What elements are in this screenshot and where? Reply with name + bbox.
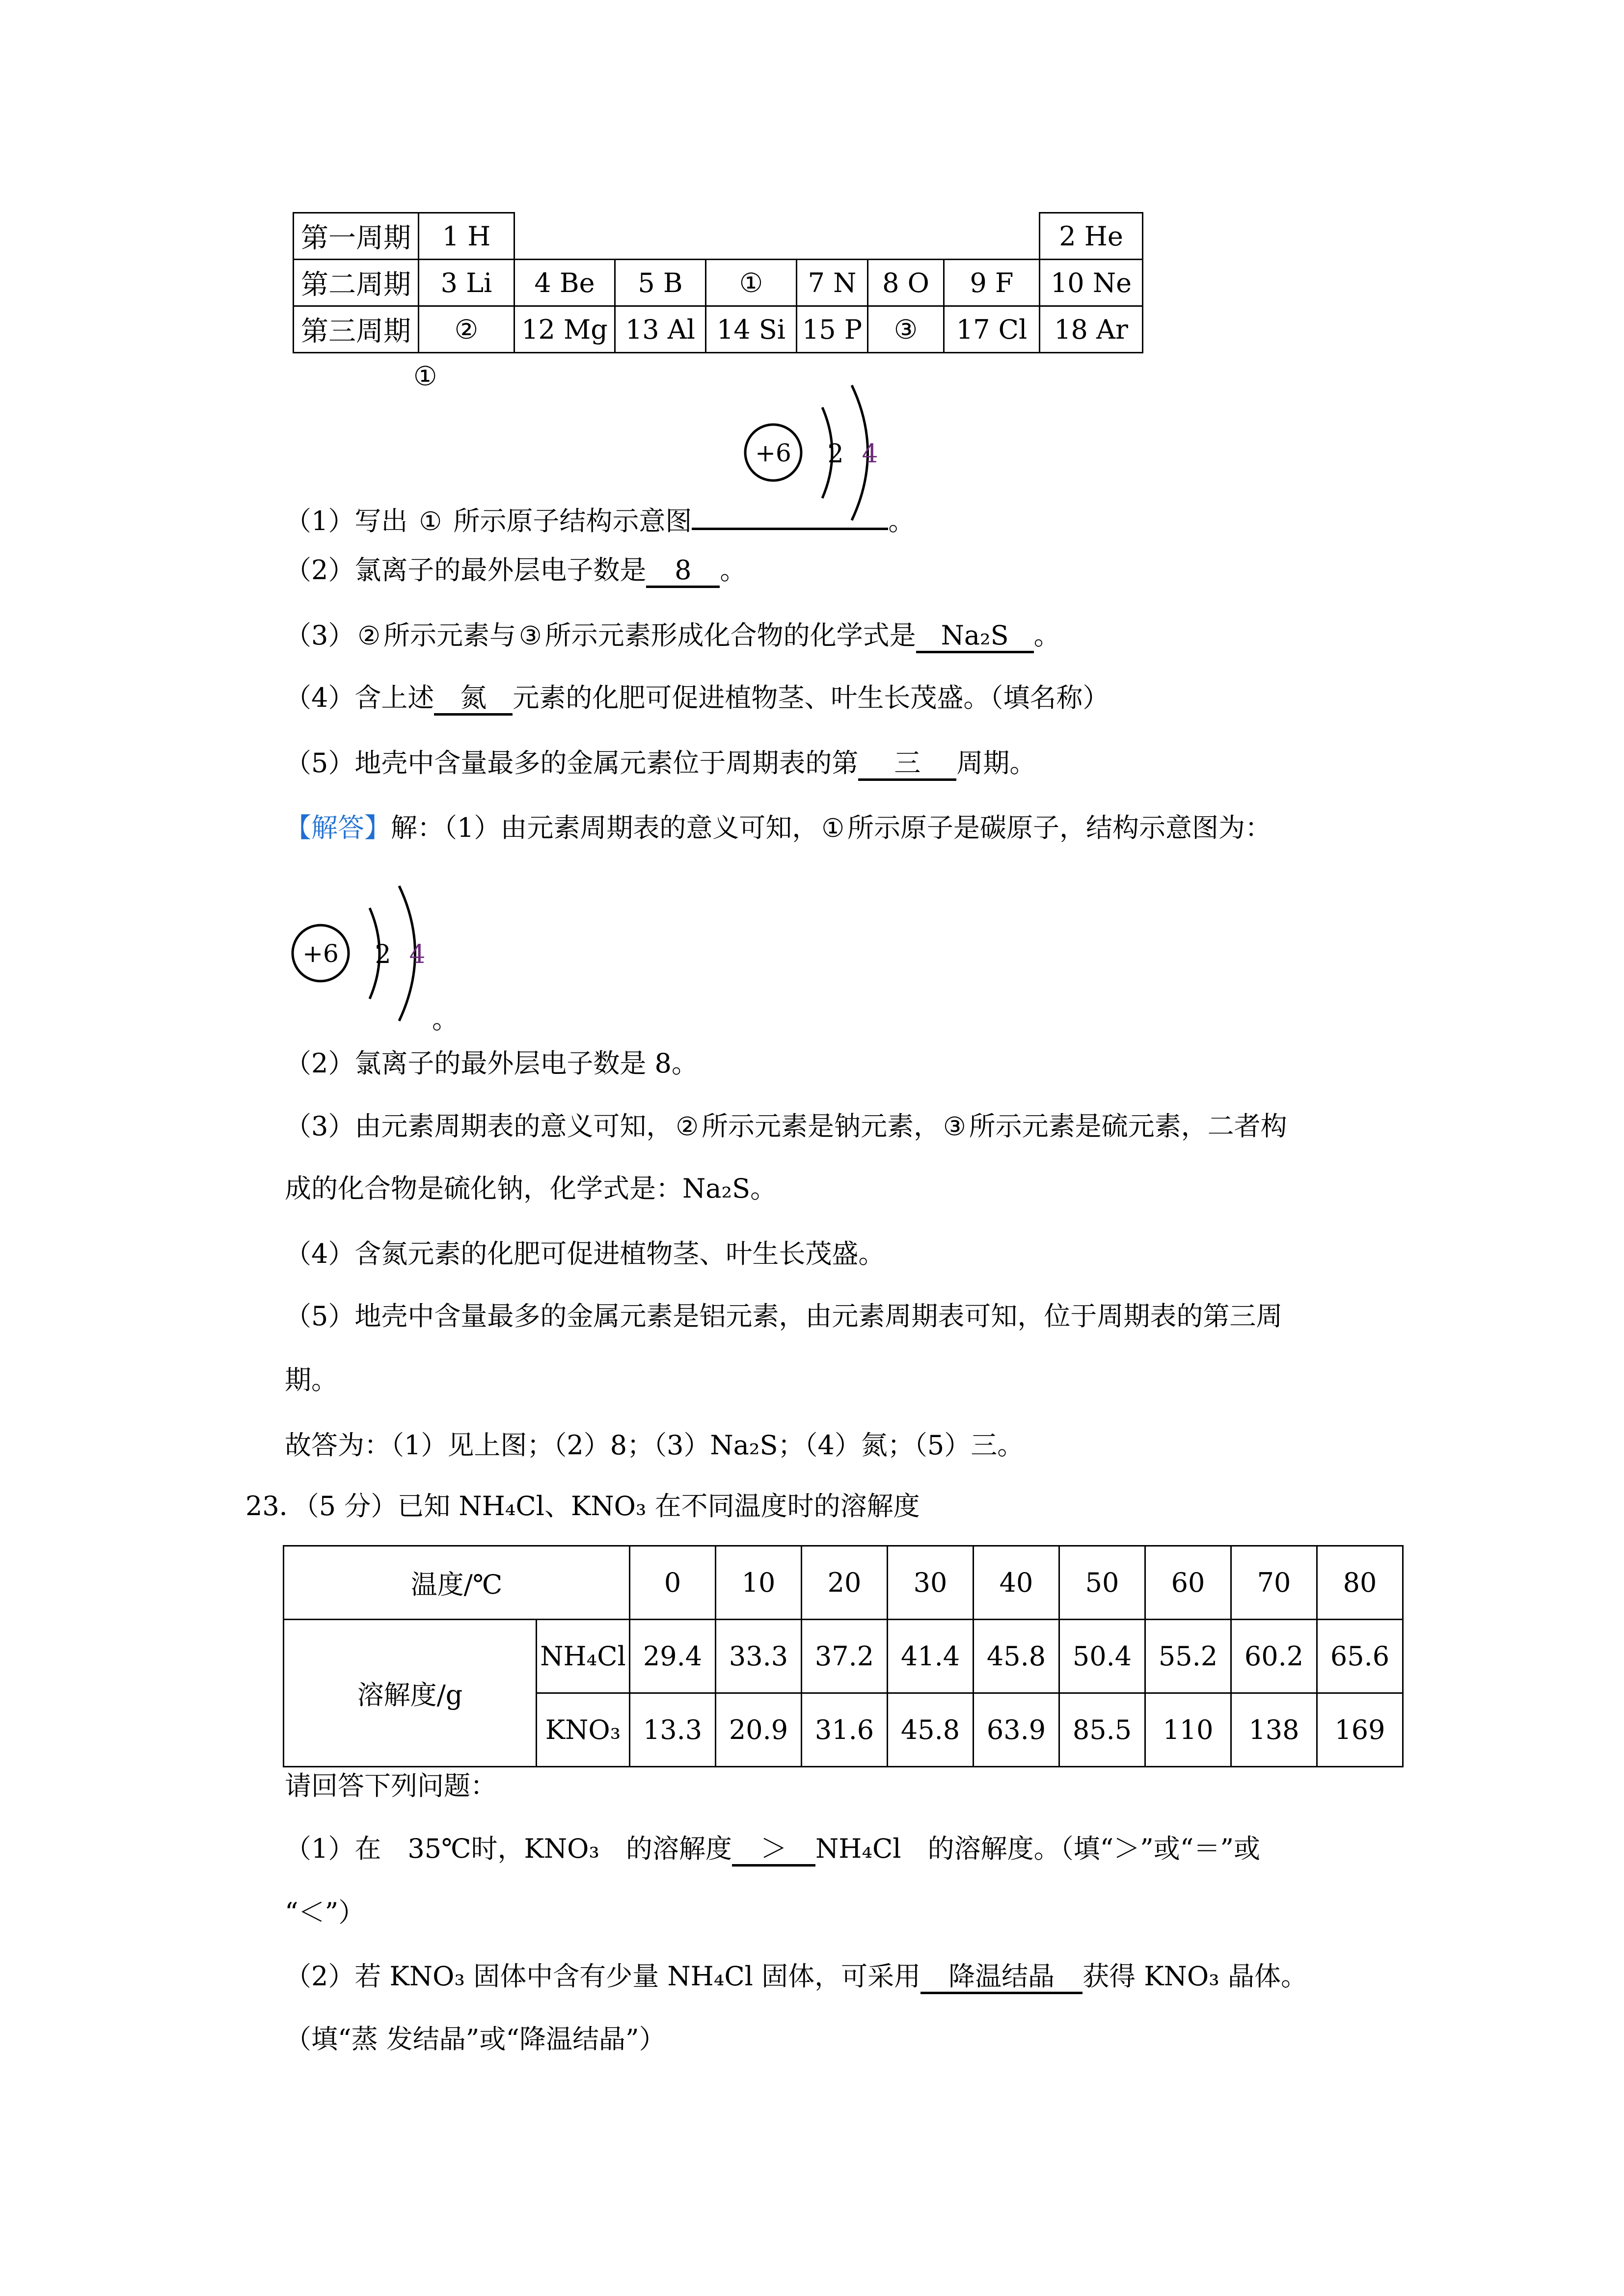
q23-2: （2）若 KNO₃ 固体中含有少量 NH₄Cl 固体，可采用 降温结晶 获得 KNO₃ 晶体。 [285, 1963, 1307, 1994]
solution-tag: 【解答】 [285, 812, 391, 843]
solubility-group-label: 溶解度/g [284, 1620, 537, 1767]
temperature-cell: 20 [802, 1546, 888, 1620]
solubility-value-cell: 110 [1145, 1693, 1231, 1767]
element-cell: 13 Al [615, 306, 706, 353]
answer-blank: 降温结晶 [920, 1963, 1083, 1994]
q23-1-line-2: “＜”） [285, 1897, 365, 1928]
marker-circle-1: ① [413, 361, 437, 392]
period-label: 第二周期 [294, 260, 419, 306]
element-cell: 1 H [419, 213, 514, 260]
answer-blank: 三 [858, 750, 956, 781]
solution-3: （3）由元素周期表的意义可知， ② 所示元素是钠元素， ③ 所示元素是硫元素，二者构 [285, 1111, 1287, 1142]
solubility-value-cell: 138 [1231, 1693, 1317, 1767]
solubility-table [283, 1545, 1404, 1767]
answer-blank: 8 [646, 557, 720, 588]
temperature-cell: 80 [1317, 1546, 1403, 1620]
solubility-value-cell: 60.2 [1231, 1620, 1317, 1693]
shell-1-electrons: 2 [375, 940, 391, 969]
answer-blank: Na₂S [916, 622, 1034, 653]
shell-1-electrons: 2 [827, 439, 844, 469]
shell-2-electrons: 4 [862, 439, 878, 469]
periodic-table [293, 212, 1143, 353]
element-cell: 15 P [797, 306, 868, 353]
solution-2: （2）氯离子的最外层电子数是 8。 [285, 1048, 698, 1079]
solubility-value-cell: 13.3 [630, 1693, 716, 1767]
temperature-cell: 50 [1059, 1546, 1145, 1620]
periodic-table-row [294, 213, 1143, 260]
answer-blank [692, 526, 888, 530]
periodic-table-empty-cell [944, 213, 1040, 260]
q22-3: （3） ② 所示元素与 ③ 所示元素形成化合物的化学式是 Na₂S 。 [285, 622, 1060, 653]
solubility-value-cell: 29.4 [630, 1620, 716, 1693]
element-cell: 12 Mg [514, 306, 615, 353]
answer-blank: 氮 [434, 685, 513, 716]
q23-intro: 请回答下列问题： [285, 1770, 497, 1801]
periodic-table-empty-cell [868, 213, 944, 260]
periodic-table-row [294, 306, 1143, 353]
solubility-value-cell: 50.4 [1059, 1620, 1145, 1693]
solution-final: 故答为：（1）见上图；（2）8；（3）Na₂S；（4）氮；（5）三。 [285, 1430, 1024, 1461]
solubility-value-cell: 45.8 [974, 1620, 1059, 1693]
q23-1: （1）在 35℃时，KNO₃ 的溶解度 ＞ NH₄Cl 的溶解度。（填“＞”或“＝”或 [285, 1836, 1260, 1867]
element-cell: 4 Be [514, 260, 615, 306]
temperature-header: 温度/℃ [284, 1546, 630, 1620]
temperature-cell: 60 [1145, 1546, 1231, 1620]
element-cell: 8 O [868, 260, 944, 306]
element-cell: 7 N [797, 260, 868, 306]
shell-2-electrons: 4 [409, 940, 426, 969]
period-label: 第三周期 [294, 306, 419, 353]
solution-4: （4）含氮元素的化肥可促进植物茎、叶生长茂盛。 [285, 1238, 885, 1269]
temperature-cell: 10 [716, 1546, 802, 1620]
solubility-value-cell: 33.3 [716, 1620, 802, 1693]
element-cell: 9 F [944, 260, 1040, 306]
solubility-value-cell: 63.9 [974, 1693, 1059, 1767]
answer-blank: ＞ [732, 1836, 815, 1867]
solubility-value-cell: 85.5 [1059, 1693, 1145, 1767]
element-cell: ③ [868, 306, 944, 353]
solution-3-line-2: 成的化合物是硫化钠，化学式是：Na₂S。 [285, 1173, 777, 1204]
solution-line-1: 【解答】解：（1）由元素周期表的意义可知， ① 所示原子是碳原子，结构示意图为： [285, 812, 1272, 843]
solubility-value-cell: 65.6 [1317, 1620, 1403, 1693]
periodic-table-row [294, 260, 1143, 306]
periodic-table-empty-cell [514, 213, 615, 260]
element-cell: 2 He [1040, 213, 1143, 260]
substance-label: KNO₃ [537, 1693, 630, 1767]
solubility-value-cell: 31.6 [802, 1693, 888, 1767]
element-cell: ① [706, 260, 797, 306]
element-cell: 5 B [615, 260, 706, 306]
temperature-cell: 0 [630, 1546, 716, 1620]
element-cell: 17 Cl [944, 306, 1040, 353]
period-label: 第一周期 [294, 213, 419, 260]
q23-2-line-2: （填“蒸 发结晶”或“降温结晶”） [285, 2024, 666, 2055]
q23-title: 23．（5 分）已知 NH₄Cl、KNO₃ 在不同温度时的溶解度 [245, 1491, 920, 1522]
q22-1: （1）写出 ① 所示原子结构示意图 。 [285, 506, 915, 536]
temperature-cell: 30 [888, 1546, 974, 1620]
solution-5: （5）地壳中含量最多的金属元素是铝元素，由元素周期表可知，位于周期表的第三周 [285, 1301, 1283, 1332]
q22-4: （4）含上述 氮 元素的化肥可促进植物茎、叶生长茂盛。（填名称） [285, 685, 1109, 716]
periodic-table-empty-cell [797, 213, 868, 260]
temperature-cell: 40 [974, 1546, 1059, 1620]
periodic-table-empty-cell [706, 213, 797, 260]
temperature-cell: 70 [1231, 1546, 1317, 1620]
solubility-value-cell: 37.2 [802, 1620, 888, 1693]
nucleus-charge: +6 [755, 439, 791, 467]
element-cell: 3 Li [419, 260, 514, 306]
element-cell: 14 Si [706, 306, 797, 353]
periodic-table-empty-cell [615, 213, 706, 260]
solubility-header-row [284, 1546, 1403, 1620]
q22-2: （2）氯离子的最外层电子数是 8 。 [285, 557, 746, 588]
solubility-value-cell: 45.8 [888, 1693, 974, 1767]
element-cell: 18 Ar [1040, 306, 1143, 353]
solution-5-line-2: 期。 [285, 1364, 338, 1395]
element-cell: ② [419, 306, 514, 353]
q22-5: （5）地壳中含量最多的金属元素位于周期表的第 三 周期。 [285, 750, 1036, 781]
solubility-value-cell: 169 [1317, 1693, 1403, 1767]
atom-structure-diagram [741, 378, 898, 525]
substance-label: NH₄Cl [537, 1620, 630, 1693]
solubility-value-cell: 41.4 [888, 1620, 974, 1693]
solution-atom-structure-diagram [289, 879, 446, 1026]
solubility-row [284, 1620, 1403, 1693]
solution-period: 。 [432, 1004, 459, 1035]
element-cell: 10 Ne [1040, 260, 1143, 306]
solubility-value-cell: 20.9 [716, 1693, 802, 1767]
solubility-value-cell: 55.2 [1145, 1620, 1231, 1693]
nucleus-charge: +6 [302, 939, 339, 968]
